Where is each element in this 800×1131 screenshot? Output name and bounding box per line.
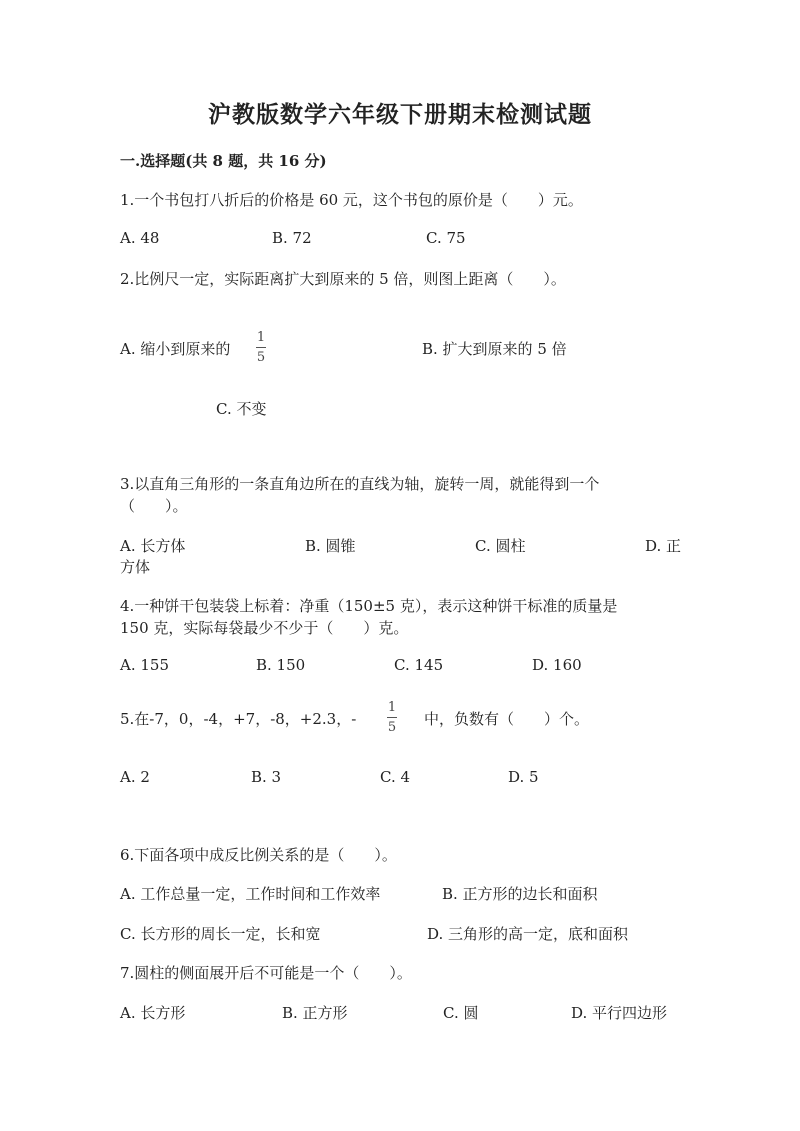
fraction-bar [256, 347, 266, 348]
q3-option-a: A. 长方体 [120, 537, 186, 555]
question-5-pre: 5.在-7，0，-4，+7，-8，+2.3，- [120, 710, 357, 728]
section-heading: 一.选择题(共 8 题，共 16 分) [120, 152, 327, 170]
fraction-denominator: 5 [256, 350, 266, 365]
q3-option-d: D. 正 [645, 537, 682, 555]
q1-option-b: B. 72 [272, 229, 312, 247]
fraction-numerator: 1 [387, 700, 397, 715]
q4-option-b: B. 150 [256, 656, 306, 674]
q6-option-c: C. 长方形的周长一定，长和宽 [120, 925, 321, 943]
question-2: 2.比例尺一定，实际距离扩大到原来的 5 倍，则图上距离（ ）。 [120, 270, 566, 288]
question-3-line1: 3.以直角三角形的一条直角边所在的直线为轴，旋转一周，就能得到一个 [120, 475, 600, 493]
q7-option-a: A. 长方形 [120, 1004, 186, 1022]
fraction-bar [387, 717, 397, 718]
q5-option-a: A. 2 [120, 768, 150, 786]
question-4-line1: 4.一种饼干包装袋上标着：净重（150±5 克），表示这种饼干标准的质量是 [120, 597, 618, 615]
q5-fraction [387, 700, 397, 735]
page-title: 沪教版数学六年级下册期末检测试题 [208, 101, 592, 128]
question-7: 7.圆柱的侧面展开后不可能是一个（ ）。 [120, 964, 412, 982]
question-5-post: 中，负数有（ ）个。 [424, 710, 590, 728]
q6-option-b: B. 正方形的边长和面积 [442, 885, 598, 903]
question-3-line2: （ ）。 [120, 497, 188, 515]
q4-option-c: C. 145 [394, 656, 444, 674]
q2-option-b: B. 扩大到原来的 5 倍 [422, 340, 567, 358]
fraction-numerator: 1 [256, 330, 266, 345]
question-1: 1.一个书包打八折后的价格是 60 元，这个书包的原价是（ ）元。 [120, 191, 583, 209]
q7-option-d: D. 平行四边形 [571, 1004, 668, 1022]
q7-option-c: C. 圆 [443, 1004, 479, 1022]
q1-option-a: A. 48 [120, 229, 160, 247]
question-6: 6.下面各项中成反比例关系的是（ ）。 [120, 846, 397, 864]
q6-option-a: A. 工作总量一定，工作时间和工作效率 [120, 885, 381, 903]
q2-option-c: C. 不变 [216, 400, 267, 418]
q2-fraction [256, 330, 266, 365]
q4-option-a: A. 155 [120, 656, 169, 674]
q3-option-b: B. 圆锥 [305, 537, 356, 555]
q5-option-d: D. 5 [508, 768, 539, 786]
q2-option-a: A. 缩小到原来的 [120, 340, 231, 358]
fraction-denominator: 5 [387, 720, 397, 735]
q4-option-d: D. 160 [532, 656, 582, 674]
q3-option-d-wrap: 方体 [120, 558, 151, 576]
q7-option-b: B. 正方形 [282, 1004, 348, 1022]
q5-option-c: C. 4 [380, 768, 411, 786]
q6-option-d: D. 三角形的高一定，底和面积 [427, 925, 629, 943]
q3-option-c: C. 圆柱 [475, 537, 526, 555]
question-4-line2: 150 克，实际每袋最少不少于（ ）克。 [120, 619, 409, 637]
q1-option-c: C. 75 [426, 229, 466, 247]
q5-option-b: B. 3 [251, 768, 282, 786]
